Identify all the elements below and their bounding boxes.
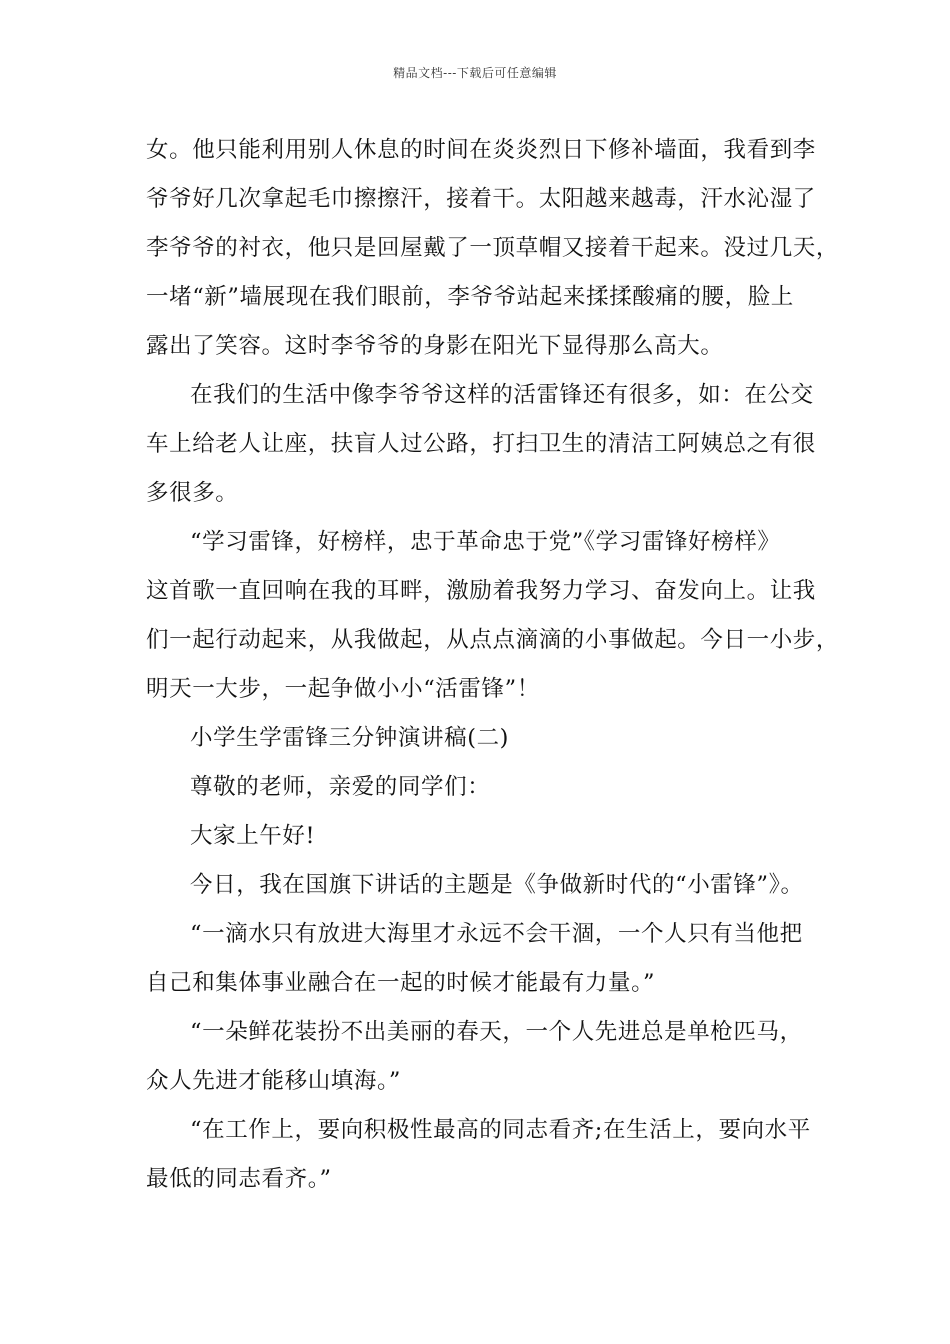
text-line: 李爷爷的衬衣，他只是回屋戴了一顶草帽又接着干起来。没过几天， bbox=[146, 235, 840, 261]
text-line: 一堵“新”墙展现在我们眼前，李爷爷站起来揉揉酸痛的腰，脸上 bbox=[146, 284, 794, 310]
quote-line: “一滴水只有放进大海里才永远不会干涸，一个人只有当他把 bbox=[190, 921, 803, 947]
quote-line: “在工作上，要向积极性最高的同志看齐;在生活上，要向水平 bbox=[190, 1117, 811, 1143]
text-line: “学习雷锋，好榜样，忠于革命忠于党”《学习雷锋好榜样》 bbox=[190, 529, 781, 555]
greeting: 大家上午好! bbox=[190, 823, 316, 849]
text-line: 这首歌一直回响在我的耳畔，激励着我努力学习、奋发向上。让我 bbox=[146, 578, 816, 604]
quote-line: “一朵鲜花装扮不出美丽的春天，一个人先进总是单枪匹马， bbox=[190, 1019, 803, 1045]
text-line: 明天一大步，一起争做小小“活雷锋”！ bbox=[146, 676, 540, 702]
text-line: 在我们的生活中像李爷爷这样的活雷锋还有很多，如：在公交 bbox=[190, 382, 814, 408]
text-line: 爷爷好几次拿起毛巾擦擦汗，接着干。太阳越来越毒，汗水沁湿了 bbox=[146, 186, 816, 212]
quote-line: 自己和集体事业融合在一起的时候才能最有力量。” bbox=[146, 970, 656, 996]
quote-line: 众人先进才能移山填海。” bbox=[146, 1068, 401, 1094]
text-line: 车上给老人让座，扶盲人过公路，打扫卫生的清洁工阿姨总之有很 bbox=[146, 431, 816, 457]
text-line: 今日，我在国旗下讲话的主题是《争做新时代的“小雷锋”》。 bbox=[190, 872, 804, 898]
quote-line: 最低的同志看齐。” bbox=[146, 1166, 332, 1192]
text-line: 多很多。 bbox=[146, 480, 239, 506]
document-body bbox=[146, 126, 840, 1204]
section-title: 小学生学雷锋三分钟演讲稿(二) bbox=[190, 725, 510, 751]
text-line: 们一起行动起来，从我做起，从点点滴滴的小事做起。今日一小步， bbox=[146, 627, 840, 653]
text-line: 露出了笑容。这时李爷爷的身影在阳光下显得那么高大。 bbox=[146, 333, 724, 359]
text-line: 女。他只能利用别人休息的时间在炎炎烈日下修补墙面，我看到李 bbox=[146, 137, 816, 163]
page-header: 精品文档---下载后可任意编辑 bbox=[393, 66, 557, 80]
salutation: 尊敬的老师，亲爱的同学们： bbox=[190, 774, 491, 800]
